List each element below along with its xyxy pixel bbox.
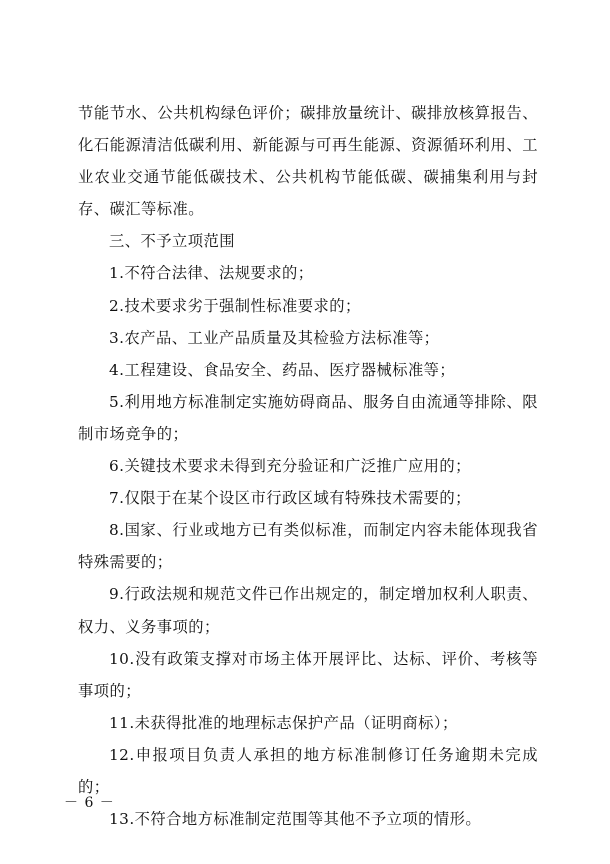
- page-number: － 6 －: [64, 795, 115, 811]
- intro-paragraph: 节能节水、公共机构绿色评价；碳排放量统计、碳排放核算报告、化石能源清洁低碳利用、新能源与可再生能源、资源循环利用、工业农业交通节能低碳技术、公共机构节能低碳、碳捕集利用与封存、碳汇等标准。: [78, 104, 538, 219]
- list-item-4: 4.工程建设、食品安全、药品、医疗器械标准等；: [109, 360, 456, 379]
- list-item-11: 11.未获得批准的地理标志保护产品（证明商标）；: [109, 713, 458, 732]
- list-item-3: 3.农产品、工业产品质量及其检验方法标准等；: [109, 328, 440, 347]
- list-item-12: 12.申报项目负责人承担的地方标准制修订任务逾期未完成的；: [78, 745, 538, 796]
- section-heading: 三、不予立项范围: [109, 232, 235, 251]
- list-item-8: 8.国家、行业或地方已有类似标准，而制定内容未能体现我省特殊需要的；: [78, 521, 538, 572]
- list-item-10: 10.没有政策支撑对市场主体开展评比、达标、评价、考核等事项的；: [78, 649, 538, 700]
- list-item-1: 1.不符合法律、法规要求的；: [109, 264, 314, 283]
- list-item-9: 9.行政法规和规范文件已作出规定的，制定增加权利人职责、权力、义务事项的；: [78, 585, 538, 636]
- list-item-5: 5.利用地方标准制定实施妨碍商品、服务自由流通等排除、限制市场竞争的；: [78, 392, 538, 443]
- list-item-2: 2.技术要求劣于强制性标准要求的；: [109, 296, 361, 315]
- document-body: [78, 97, 538, 835]
- list-item-6: 6.关键技术要求未得到充分验证和广泛推广应用的；: [109, 457, 471, 476]
- list-item-13: 13.不符合地方标准制定范围等其他不予立项的情形。: [109, 810, 482, 829]
- list-item-7: 7.仅限于在某个设区市行政区域有特殊技术需要的；: [109, 489, 471, 508]
